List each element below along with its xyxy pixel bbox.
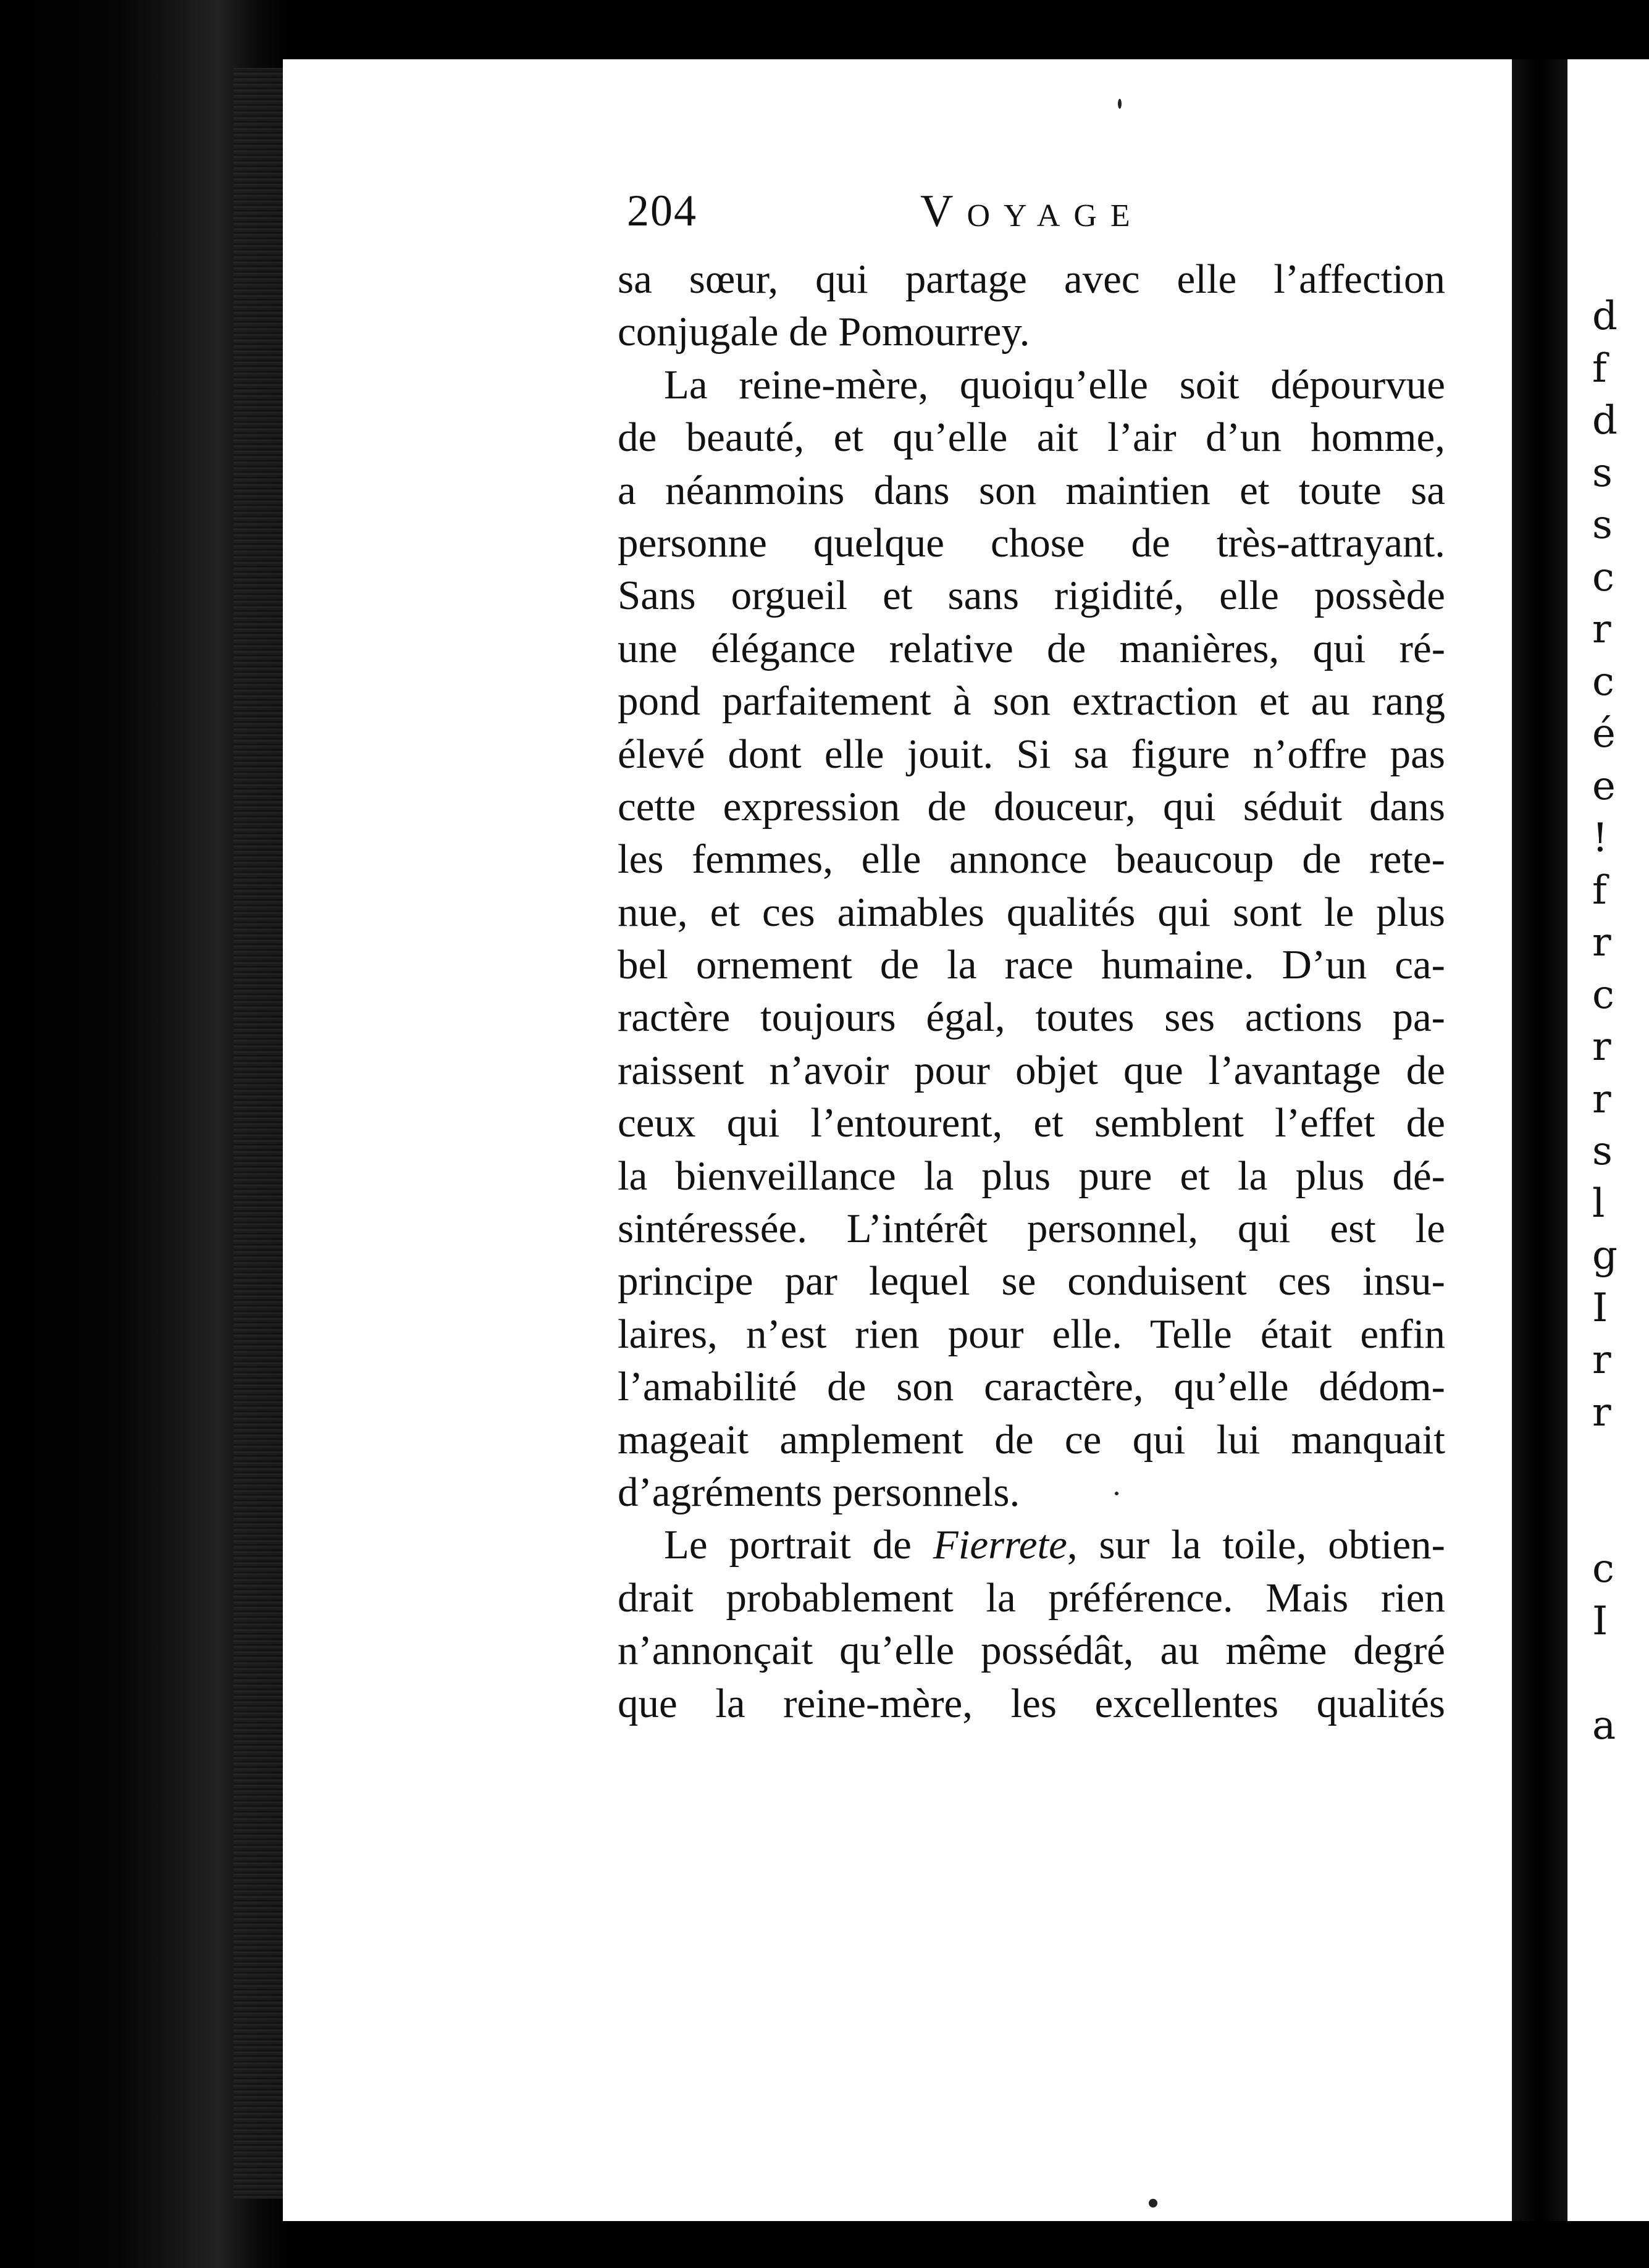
scan-speck [1149, 2199, 1157, 2207]
facing-letter: f [1592, 345, 1607, 392]
text-line [618, 1519, 1445, 1571]
facing-letter: r [1592, 1337, 1611, 1383]
page-number: 204 [627, 186, 697, 235]
facing-letter: r [1592, 920, 1611, 965]
text-line: principe par lequel se conduisent ces insu- [618, 1258, 1445, 1304]
facing-letter: é [1592, 711, 1616, 757]
facing-letter: r [1592, 1024, 1611, 1070]
facing-letter: ! [1592, 815, 1608, 861]
text-line: n’annonçait qu’elle possédât, au même degré [618, 1628, 1445, 1674]
facing-letter [1592, 1491, 1642, 1544]
facing-letter: e [1592, 763, 1616, 809]
text-line: nue, et ces aimables qualités qui sont le plus [618, 889, 1445, 935]
text-line: laires, n’est rien pour elle. Telle était enfin [618, 1311, 1445, 1357]
page-header [618, 185, 1482, 253]
text-line: ractère toujours égal, toutes ses actions pa- [618, 994, 1445, 1041]
page-gutter [1512, 59, 1567, 2221]
facing-letter: g [1592, 1233, 1618, 1279]
text-line: de beauté, et qu’elle ait l’air d’un homme, [618, 414, 1445, 461]
facing-letter: I [1592, 1285, 1608, 1331]
facing-letter: r [1592, 607, 1611, 652]
text-line: sa sœur, qui partage avec elle l’affection [618, 256, 1445, 302]
text-line: ceux qui l’entourent, et semblent l’effet de [618, 1100, 1445, 1146]
facing-letter: a [1592, 1702, 1616, 1749]
facing-letter: f [1592, 867, 1607, 914]
facing-letter: d [1592, 398, 1618, 443]
facing-letter: c [1592, 658, 1614, 705]
text-line: une élégance relative de manières, qui ré- [618, 625, 1445, 671]
scan-speck [1115, 1492, 1118, 1495]
text-line: la bienveillance la plus pure et la plus dé- [618, 1153, 1445, 1199]
text-line: a néanmoins dans son maintien et toute sa [618, 467, 1445, 513]
page-body [618, 253, 1445, 1730]
text-line: personne quelque chose de très-attrayant. [618, 519, 1445, 566]
facing-letter [1592, 1647, 1642, 1700]
facing-letter: s [1592, 450, 1613, 496]
facing-letter [1592, 1438, 1642, 1491]
facing-letter: r [1592, 1076, 1611, 1122]
italic-name: Fierrete [933, 1522, 1067, 1568]
text-line: La reine-mère, quoiqu’elle soit dépourvue [664, 361, 1445, 408]
text-line: que la reine-mère, les excellentes qualités [618, 1680, 1445, 1726]
text-line: conjugale de Pomourrey. [618, 309, 1030, 355]
text-run: Le portrait de [664, 1522, 933, 1568]
page-edges [233, 68, 283, 2199]
facing-letter: s [1592, 502, 1613, 548]
text-line: bel ornement de la race humaine. D’un ca- [618, 942, 1445, 988]
text-line: Sans orgueil et sans rigidité, elle possède [618, 573, 1445, 619]
text-line: mageait amplement de ce qui lui manquait [618, 1416, 1445, 1463]
text-line: d’agréments personnels. [618, 1469, 1020, 1515]
facing-letter: c [1592, 1546, 1614, 1592]
facing-letter: d [1592, 293, 1618, 339]
running-head: Voyage [920, 186, 1144, 237]
text-line: élevé dont elle jouit. Si sa figure n’offre pas [618, 731, 1445, 777]
scan-speck [1118, 99, 1122, 109]
text-line: les femmes, elle annonce beaucoup de rete- [618, 836, 1445, 883]
facing-letter: s [1592, 1128, 1613, 1174]
text-run: , sur la toile, obtien- [1067, 1522, 1445, 1568]
text-line: raissent n’avoir pour objet que l’avantage de [618, 1047, 1445, 1093]
facing-page-text [1592, 290, 1642, 1752]
text-line: l’amabilité de son caractère, qu’elle dédom- [618, 1364, 1445, 1410]
facing-letter: c [1592, 972, 1614, 1018]
facing-letter: l [1592, 1180, 1605, 1227]
text-line: pond parfaitement à son extraction et au rang [618, 678, 1445, 724]
text-line: cette expression de douceur, qui séduit dans [618, 783, 1445, 830]
text-line: drait probablement la préférence. Mais rien [618, 1574, 1445, 1621]
text-line: sintéressée. L’intérêt personnel, qui est le [618, 1206, 1445, 1252]
facing-letter: c [1592, 554, 1614, 600]
facing-letter: I [1592, 1598, 1608, 1644]
facing-letter: r [1592, 1389, 1611, 1435]
